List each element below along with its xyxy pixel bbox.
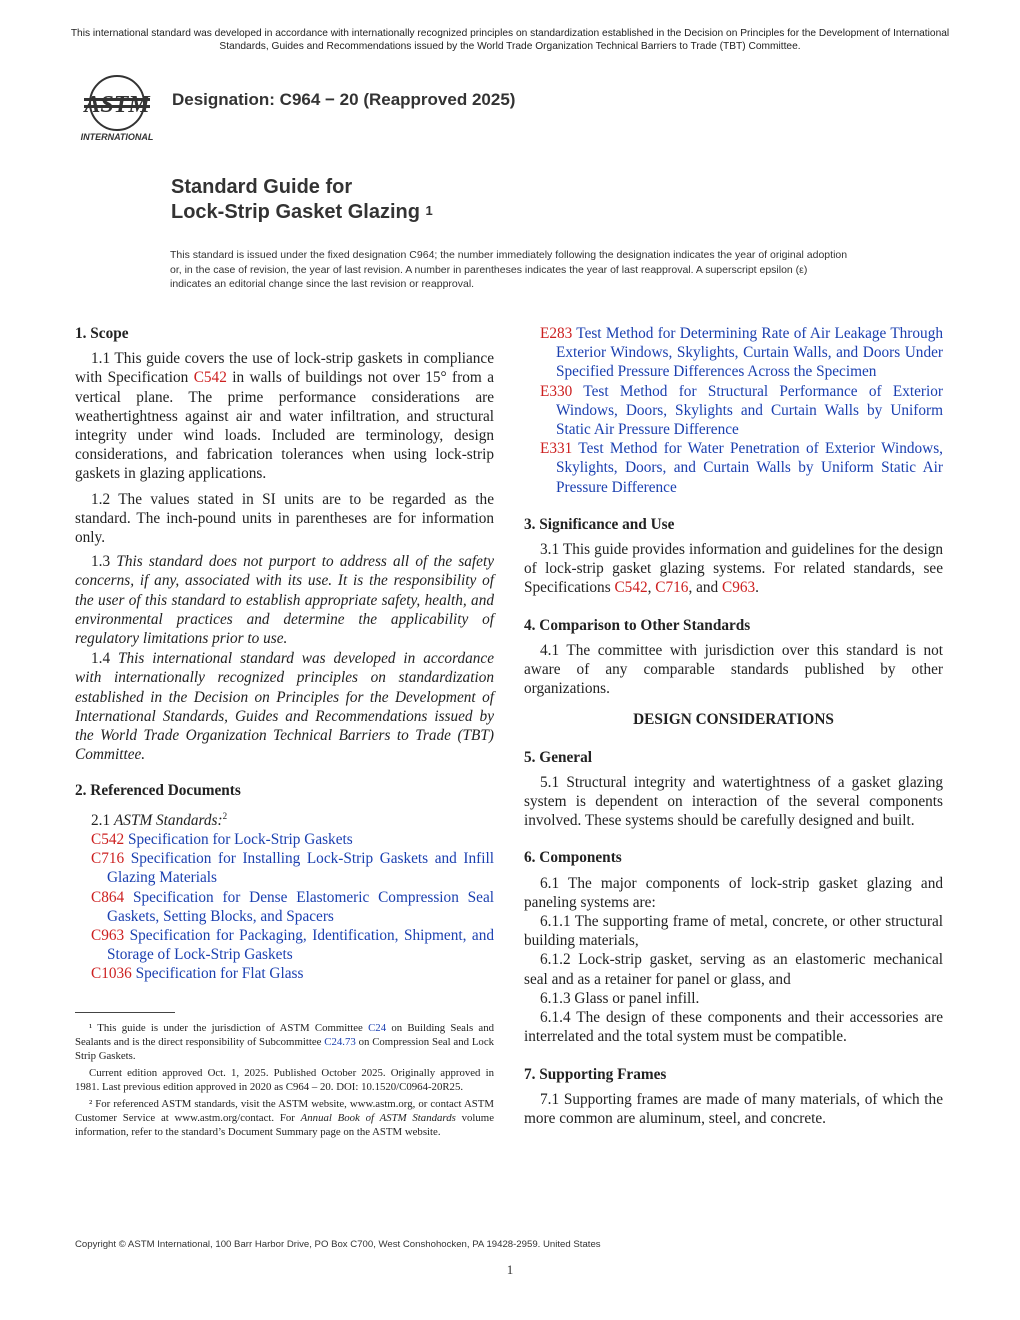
para-3-1: 3.1 This guide provides information and guidelines for the design of lock-strip gasket glazing systems. For related standards, see Specifications C542, C716, and C963. xyxy=(524,541,943,597)
ref-item[interactable]: C716 Specification for Installing Lock-Strip Gaskets and Infill Glazing Materials xyxy=(91,850,494,887)
ref-item[interactable]: C542 Specification for Lock-Strip Gaskets xyxy=(91,830,353,848)
left-column xyxy=(75,324,494,984)
copyright-notice: Copyright © ASTM International, 100 Barr Harbor Drive, PO Box C700, West Conshohocken, PA 19428-2959. United States xyxy=(75,1239,601,1250)
para-6-1-2: 6.1.2 Lock-strip gasket, serving as an elastomeric mechanical seal and as a retainer for panel or glass, and xyxy=(524,951,943,988)
para-6-1-4: 6.1.4 The design of these components and their accessories are interrelated and the total system must be compatible. xyxy=(524,1009,943,1046)
ref-item[interactable]: E331 Test Method for Water Penetration of Exterior Windows, Skylights, Doors, and Curtain Walls by Uniform Static Air Pressure Difference xyxy=(540,440,943,496)
section-2-heading: 2. Referenced Documents xyxy=(75,782,241,800)
footnote-divider xyxy=(75,1012,175,1013)
section-4-heading: 4. Comparison to Other Standards xyxy=(524,616,751,634)
document-title xyxy=(171,175,433,225)
para-6-1-3: 6.1.3 Glass or panel infill. xyxy=(540,989,700,1007)
section-6-heading: 6. Components xyxy=(524,849,622,867)
section-7-heading: 7. Supporting Frames xyxy=(524,1065,667,1083)
title-line-2: Lock-Strip Gasket Glazing $^1$ xyxy=(171,201,433,223)
para-6-1-1: 6.1.1 The supporting frame of metal, concrete, or other structural building materials, xyxy=(524,913,943,950)
link-c542[interactable]: C542 xyxy=(193,369,227,387)
issuance-note: This standard is issued under the fixed designation C964; the number immediately following the designation indicates the year of original adoption or, in the case of revision, the year of last revision. A number in parentheses indicates the year of last reapproval. A superscript epsilon (ε) indicates an editorial change since the last revision or reapproval. xyxy=(170,249,848,291)
footnote-1: ¹ This guide is under the jurisdiction of ASTM Committee C24 on Building Seals and Sealants and is the direct responsibility of Subcommittee C24.73 on Compression Seal and Lock Strip Gaskets. xyxy=(75,1022,495,1062)
design-considerations-heading: DESIGN CONSIDERATIONS xyxy=(633,711,834,729)
section-5-heading: 5. General xyxy=(524,748,592,766)
page-number: 1 xyxy=(506,1262,514,1277)
svg-text:ASTM: ASTM xyxy=(84,92,150,118)
para-1-1: 1.1 This guide covers the use of lock-strip gaskets in compliance with Specification C542 in walls of buildings not over 15° from a vertical plane. The prime performance considerations are weathertightness against air and water infiltration, and structural integrity under wind loads. Included are terminology, design considerations, and fabrication tolerances when using lock-strip gaskets in glazing applications. xyxy=(75,350,494,483)
para-7-1: 7.1 Supporting frames are made of many materials, of which the more common are aluminum, steel, and concrete. xyxy=(524,1090,943,1127)
ref-item[interactable]: C963 Specification for Packaging, Identification, Shipment, and Storage of Lock-Strip Gaskets xyxy=(91,926,494,964)
svg-text:INTERNATIONAL: INTERNATIONAL xyxy=(80,132,154,142)
title-footnote-mark: 1 xyxy=(425,203,433,218)
section-3-heading: 3. Significance and Use xyxy=(524,515,675,533)
astm-logo xyxy=(76,72,158,144)
link-c542[interactable]: C542 xyxy=(614,579,648,597)
link-c24-73[interactable]: C24.73 xyxy=(324,1036,356,1048)
para-1-2: 1.2 The values stated in SI units are to be regarded as the standard. The inch-pound units in parentheses are for information only. xyxy=(75,490,494,547)
tbt-notice: This international standard was developed in accordance with internationally recognized principles on standardization established in the Decision on Principles for the Development of International Standards, Guides and Recommendations issued by the World Trade Organization Technical Barriers to Trade (TBT) Committee. xyxy=(70,28,950,52)
ref-item[interactable]: C864 Specification for Dense Elastomeric Compression Seal Gaskets, Setting Blocks, and Spacers xyxy=(91,888,494,925)
right-column xyxy=(524,324,943,1128)
ref-item[interactable]: E330 Test Method for Structural Performance of Exterior Windows, Doors, Skylights and Curtain Walls by Uniform Static Air Pressure Difference xyxy=(540,382,943,439)
para-1-4: 1.4 This international standard was developed in accordance with internationally recognized principles on standardization established in the Decision on Principles for the Development of International Standards, Guides and Recommendations issued by the World Trade Organization Technical Barriers to Trade (TBT) Committee. xyxy=(75,650,494,764)
footnote-2: ² For referenced ASTM standards, visit the ASTM website, www.astm.org, or contact ASTM Customer Service at www.astm.org/contact. For Annual Book of ASTM Standards volume information, refer to the standard’s Document Summary page on the ASTM website. xyxy=(75,1098,494,1138)
ref-item[interactable]: C1036 Specification for Flat Glass xyxy=(91,965,304,983)
para-6-1: 6.1 The major components of lock-strip gasket glazing and paneling systems are: xyxy=(524,874,943,911)
para-4-1: 4.1 The committee with jurisdiction over this standard is not aware of any comparable standards published by other organizations. xyxy=(524,641,943,698)
designation: Designation: C964 − 20 (Reapproved 2025) xyxy=(172,90,516,109)
footnote-1-edition: Current edition approved Oct. 1, 2025. Published October 2025. Originally approved in 1981. Last previous edition approved in 2020 as C964 – 20. DOI: 10.1520/C0964-20R25. xyxy=(75,1067,494,1093)
title-line-1: Standard Guide for xyxy=(171,176,353,198)
para-1-3: 1.3 This standard does not purport to address all of the safety concerns, if any, associated with its use. It is the responsibility of the user of this standard to establish appropriate safety, health, and environmental practices and determine the applicability of regulatory limitations prior to use. xyxy=(75,553,494,648)
ref-item[interactable]: E283 Test Method for Determining Rate of Air Leakage Through Exterior Windows, Skylights, Curtain Walls, and Doors Under Specified Pressure Differences Across the Specimen xyxy=(540,325,943,381)
footnotes xyxy=(75,1021,494,1139)
section-1-heading: 1. Scope xyxy=(75,325,129,342)
para-5-1: 5.1 Structural integrity and watertightness of a gasket glazing system is dependent on interaction of the several components involved. These systems should be carefully designed and built. xyxy=(524,773,943,830)
link-c963[interactable]: C963 xyxy=(722,579,756,597)
para-2-1: 2.1 ASTM Standards:$^2$ xyxy=(91,810,228,829)
link-c716[interactable]: C716 xyxy=(655,579,689,597)
link-c24[interactable]: C24 xyxy=(368,1022,387,1034)
